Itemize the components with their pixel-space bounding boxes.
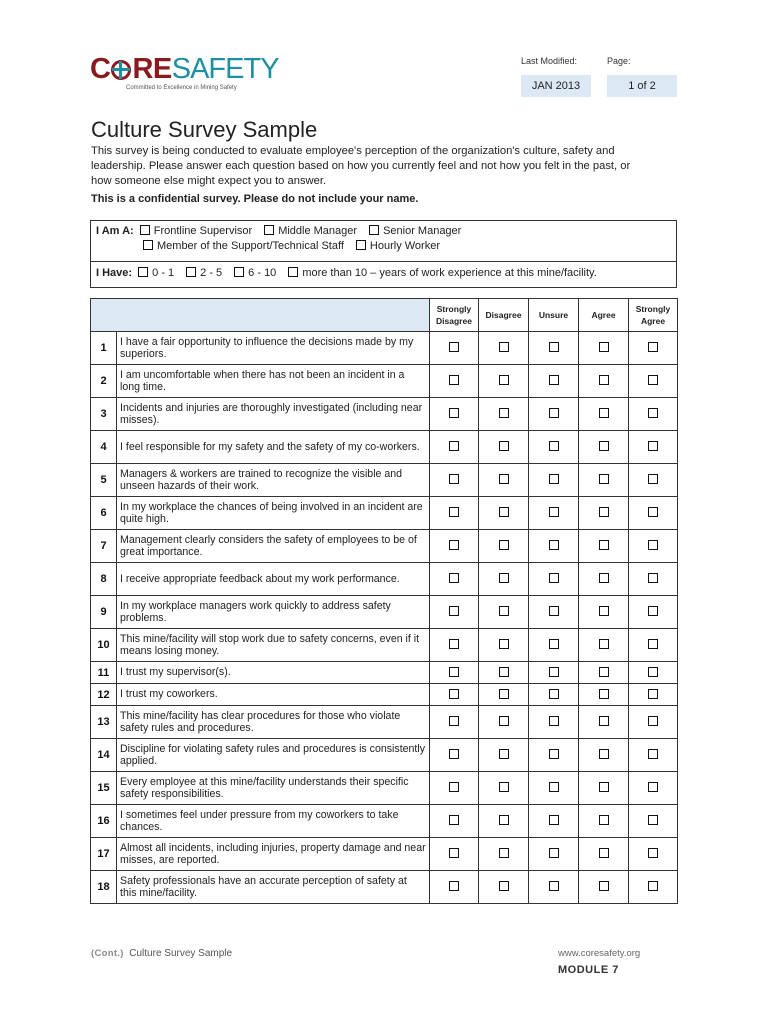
answer-checkbox[interactable]	[599, 782, 609, 792]
col-strongly-disagree: Strongly Disagree	[430, 299, 479, 332]
question-number: 1	[91, 332, 117, 365]
answer-checkbox[interactable]	[549, 667, 559, 677]
answer-cell	[629, 838, 678, 871]
answer-cell	[529, 772, 579, 805]
answer-cell	[529, 871, 579, 904]
answer-checkbox[interactable]	[648, 815, 658, 825]
answer-checkbox[interactable]	[449, 881, 459, 891]
answer-checkbox[interactable]	[549, 639, 559, 649]
answer-checkbox[interactable]	[648, 782, 658, 792]
answer-checkbox[interactable]	[499, 474, 509, 484]
answer-cell	[430, 398, 479, 431]
answer-checkbox[interactable]	[599, 540, 609, 550]
answer-checkbox[interactable]	[549, 375, 559, 385]
table-row	[91, 805, 678, 838]
experience-label: I Have:	[96, 267, 133, 279]
question-number: 6	[91, 497, 117, 530]
role-row-2	[143, 240, 452, 252]
answer-cell	[579, 332, 629, 365]
answer-checkbox[interactable]	[648, 749, 658, 759]
answer-cell	[479, 838, 529, 871]
table-row	[91, 838, 678, 871]
footer-cont: (Cont.)	[91, 948, 124, 959]
coresafety-logo	[90, 53, 279, 98]
question-text: Management clearly considers the safety of employees to be of great importance.	[117, 530, 430, 563]
question-number: 17	[91, 838, 117, 871]
footer-doc-title-wrap	[91, 948, 232, 959]
answer-checkbox[interactable]	[648, 667, 658, 677]
question-text: Almost all incidents, including injuries, property damage and near misses, are reported.	[117, 838, 430, 871]
footer-doc-title: Culture Survey Sample	[129, 948, 233, 959]
role-option-middle-manager[interactable]: Middle Manager	[264, 225, 357, 237]
checkbox[interactable]	[140, 225, 150, 235]
checkbox[interactable]	[143, 240, 153, 250]
answer-cell	[479, 596, 529, 629]
answer-cell	[629, 662, 678, 684]
question-text: In my workplace the chances of being involved in an incident are quite high.	[117, 497, 430, 530]
answer-checkbox[interactable]	[449, 815, 459, 825]
answer-cell	[479, 629, 529, 662]
answer-cell	[529, 838, 579, 871]
answer-checkbox[interactable]	[499, 848, 509, 858]
question-text: Safety professionals have an accurate perception of safety at this mine/facility.	[117, 871, 430, 904]
answer-checkbox[interactable]	[599, 689, 609, 699]
answer-cell	[430, 431, 479, 464]
answer-cell	[579, 596, 629, 629]
answer-cell	[629, 530, 678, 563]
answer-checkbox[interactable]	[499, 342, 509, 352]
answer-cell	[579, 497, 629, 530]
answer-checkbox[interactable]	[549, 474, 559, 484]
table-row	[91, 398, 678, 431]
answer-cell	[430, 706, 479, 739]
answer-cell	[479, 332, 529, 365]
answer-checkbox[interactable]	[449, 375, 459, 385]
answer-checkbox[interactable]	[648, 375, 658, 385]
page-title: Culture Survey Sample	[91, 117, 318, 142]
answer-checkbox[interactable]	[499, 606, 509, 616]
answer-cell	[430, 563, 479, 596]
answer-checkbox[interactable]	[499, 782, 509, 792]
answer-cell	[529, 530, 579, 563]
answer-cell	[430, 684, 479, 706]
answer-checkbox[interactable]	[549, 540, 559, 550]
table-row	[91, 706, 678, 739]
question-text: I feel responsible for my safety and the safety of my co-workers.	[117, 431, 430, 464]
answer-cell	[430, 530, 479, 563]
question-number: 13	[91, 706, 117, 739]
table-row	[91, 530, 678, 563]
logo-core-re: RE	[132, 53, 172, 85]
answer-checkbox[interactable]	[648, 441, 658, 451]
answer-cell	[579, 805, 629, 838]
answer-cell	[579, 662, 629, 684]
table-row	[91, 662, 678, 684]
question-number: 9	[91, 596, 117, 629]
answer-cell	[579, 739, 629, 772]
answer-checkbox[interactable]	[449, 408, 459, 418]
checkbox[interactable]	[264, 225, 274, 235]
col-disagree: Disagree	[479, 299, 529, 332]
checkbox[interactable]	[234, 267, 244, 277]
answer-checkbox[interactable]	[599, 474, 609, 484]
question-text: Every employee at this mine/facility understands their specific safety responsibilities.	[117, 772, 430, 805]
table-row	[91, 464, 678, 497]
question-text: This mine/facility has clear procedures for those who violate safety rules and procedures.	[117, 706, 430, 739]
table-row	[91, 739, 678, 772]
answer-cell	[430, 805, 479, 838]
answer-cell	[579, 365, 629, 398]
logo-cross-icon	[111, 60, 131, 80]
answer-cell	[479, 530, 529, 563]
header-blank	[91, 299, 430, 332]
intro-text: This survey is being conducted to evaluate employee's perception of the organization's culture, safety and leadership. Please answer each question based on how you currently feel and not how you felt in the past, or how someone else might expect you to answer.	[91, 145, 631, 187]
experience-option-10-plus[interactable]: more than 10 – years of work experience at this mine/facility.	[288, 267, 597, 279]
answer-cell	[579, 871, 629, 904]
role-row	[96, 225, 473, 237]
footer-url[interactable]: www.coresafety.org	[558, 948, 641, 959]
answer-cell	[529, 497, 579, 530]
answer-checkbox[interactable]	[449, 342, 459, 352]
question-number: 3	[91, 398, 117, 431]
answer-cell	[629, 497, 678, 530]
answer-checkbox[interactable]	[499, 749, 509, 759]
question-text: I sometimes feel under pressure from my coworkers to take chances.	[117, 805, 430, 838]
answer-cell	[629, 805, 678, 838]
answer-checkbox[interactable]	[449, 540, 459, 550]
answer-checkbox[interactable]	[449, 573, 459, 583]
table-row	[91, 365, 678, 398]
answer-checkbox[interactable]	[549, 507, 559, 517]
answer-checkbox[interactable]	[648, 881, 658, 891]
col-unsure: Unsure	[529, 299, 579, 332]
answer-cell	[629, 739, 678, 772]
checkbox[interactable]	[356, 240, 366, 250]
answer-checkbox[interactable]	[449, 667, 459, 677]
experience-option-2-5[interactable]: 2 - 5	[186, 267, 222, 279]
answer-cell	[529, 563, 579, 596]
question-text: This mine/facility will stop work due to safety concerns, even if it means losing money.	[117, 629, 430, 662]
answer-checkbox[interactable]	[648, 573, 658, 583]
answer-cell	[629, 871, 678, 904]
answer-checkbox[interactable]	[499, 375, 509, 385]
answer-cell	[479, 662, 529, 684]
role-option-senior-manager[interactable]: Senior Manager	[369, 225, 461, 237]
answer-checkbox[interactable]	[499, 408, 509, 418]
question-text: Discipline for violating safety rules and procedures is consistently applied.	[117, 739, 430, 772]
answer-checkbox[interactable]	[599, 639, 609, 649]
question-number: 18	[91, 871, 117, 904]
col-strongly-agree: Strongly Agree	[629, 299, 678, 332]
table-row	[91, 871, 678, 904]
answer-cell	[430, 365, 479, 398]
question-number: 15	[91, 772, 117, 805]
answer-checkbox[interactable]	[449, 606, 459, 616]
answer-cell	[579, 629, 629, 662]
answer-cell	[479, 431, 529, 464]
answer-cell	[629, 464, 678, 497]
answer-cell	[529, 365, 579, 398]
answer-cell	[629, 332, 678, 365]
answer-cell	[479, 772, 529, 805]
table-row	[91, 332, 678, 365]
answer-cell	[430, 464, 479, 497]
answer-checkbox[interactable]	[499, 716, 509, 726]
question-text: I am uncomfortable when there has not been an incident in a long time.	[117, 365, 430, 398]
page-value: 1 of 2	[607, 75, 677, 97]
answer-checkbox[interactable]	[648, 606, 658, 616]
answer-checkbox[interactable]	[549, 815, 559, 825]
role-option-frontline[interactable]: Frontline Supervisor	[140, 225, 252, 237]
answer-checkbox[interactable]	[599, 667, 609, 677]
answer-cell	[430, 497, 479, 530]
experience-row	[96, 267, 609, 279]
answer-cell	[579, 772, 629, 805]
question-number: 2	[91, 365, 117, 398]
last-modified-value: JAN 2013	[521, 75, 591, 97]
answer-cell	[629, 563, 678, 596]
logo-core-c: C	[90, 53, 111, 85]
answer-checkbox[interactable]	[499, 881, 509, 891]
answer-checkbox[interactable]	[499, 639, 509, 649]
table-header-row	[91, 299, 678, 332]
experience-option-0-1[interactable]: 0 - 1	[138, 267, 174, 279]
answer-cell	[430, 662, 479, 684]
survey-body	[91, 332, 678, 904]
question-text: Managers & workers are trained to recognize the visible and unseen hazards of their work.	[117, 464, 430, 497]
answer-cell	[579, 838, 629, 871]
answer-checkbox[interactable]	[648, 540, 658, 550]
question-text: I trust my supervisor(s).	[117, 662, 430, 684]
answer-cell	[579, 706, 629, 739]
answer-checkbox[interactable]	[449, 474, 459, 484]
answer-cell	[529, 431, 579, 464]
answer-checkbox[interactable]	[449, 782, 459, 792]
answer-cell	[529, 398, 579, 431]
question-text: I trust my coworkers.	[117, 684, 430, 706]
answer-cell	[529, 805, 579, 838]
answer-checkbox[interactable]	[599, 441, 609, 451]
answer-cell	[430, 596, 479, 629]
answer-checkbox[interactable]	[599, 881, 609, 891]
answer-cell	[529, 662, 579, 684]
answer-cell	[579, 464, 629, 497]
answer-checkbox[interactable]	[549, 573, 559, 583]
answer-cell	[629, 706, 678, 739]
answer-cell	[479, 464, 529, 497]
survey-table	[90, 298, 678, 904]
answer-cell	[579, 563, 629, 596]
answer-checkbox[interactable]	[599, 342, 609, 352]
answer-cell	[629, 596, 678, 629]
answer-checkbox[interactable]	[648, 342, 658, 352]
answer-checkbox[interactable]	[449, 749, 459, 759]
answer-cell	[579, 398, 629, 431]
answer-checkbox[interactable]	[499, 667, 509, 677]
answer-cell	[629, 629, 678, 662]
question-number: 4	[91, 431, 117, 464]
question-number: 8	[91, 563, 117, 596]
answer-cell	[479, 684, 529, 706]
confidential-note: This is a confidential survey. Please do not include your name.	[91, 193, 419, 205]
answer-checkbox[interactable]	[599, 749, 609, 759]
answer-checkbox[interactable]	[599, 573, 609, 583]
answer-checkbox[interactable]	[599, 815, 609, 825]
answer-checkbox[interactable]	[499, 441, 509, 451]
answer-checkbox[interactable]	[499, 540, 509, 550]
experience-option-6-10[interactable]: 6 - 10	[234, 267, 276, 279]
table-row	[91, 629, 678, 662]
role-label: I Am A:	[96, 225, 134, 237]
answer-cell	[479, 739, 529, 772]
answer-checkbox[interactable]	[648, 848, 658, 858]
answer-cell	[479, 497, 529, 530]
answer-checkbox[interactable]	[449, 639, 459, 649]
answer-checkbox[interactable]	[599, 375, 609, 385]
answer-checkbox[interactable]	[549, 606, 559, 616]
logo-safety: SAFETY	[171, 53, 279, 85]
question-text: I receive appropriate feedback about my work performance.	[117, 563, 430, 596]
answer-checkbox[interactable]	[599, 606, 609, 616]
answer-checkbox[interactable]	[599, 408, 609, 418]
table-row	[91, 497, 678, 530]
answer-checkbox[interactable]	[499, 689, 509, 699]
answer-cell	[479, 365, 529, 398]
table-row	[91, 431, 678, 464]
question-number: 16	[91, 805, 117, 838]
answer-checkbox[interactable]	[549, 716, 559, 726]
answer-cell	[579, 684, 629, 706]
role-option-hourly-worker[interactable]: Hourly Worker	[356, 240, 440, 252]
answer-cell	[529, 464, 579, 497]
answer-cell	[430, 772, 479, 805]
answer-checkbox[interactable]	[648, 639, 658, 649]
question-text: In my workplace managers work quickly to address safety problems.	[117, 596, 430, 629]
answer-checkbox[interactable]	[549, 848, 559, 858]
answer-checkbox[interactable]	[499, 815, 509, 825]
last-modified-label: Last Modified:	[521, 56, 578, 66]
table-row	[91, 772, 678, 805]
answer-checkbox[interactable]	[549, 782, 559, 792]
answer-cell	[629, 684, 678, 706]
answer-cell	[430, 332, 479, 365]
answer-cell	[579, 530, 629, 563]
answer-checkbox[interactable]	[648, 474, 658, 484]
logo-tagline: Committed to Excellence in Mining Safety	[126, 85, 237, 91]
answer-checkbox[interactable]	[648, 689, 658, 699]
answer-checkbox[interactable]	[599, 507, 609, 517]
question-number: 12	[91, 684, 117, 706]
answer-checkbox[interactable]	[599, 848, 609, 858]
answer-cell	[529, 596, 579, 629]
checkbox[interactable]	[288, 267, 298, 277]
answer-cell	[479, 398, 529, 431]
answer-cell	[479, 871, 529, 904]
answer-checkbox[interactable]	[648, 408, 658, 418]
question-text: Incidents and injuries are thoroughly investigated (including near misses).	[117, 398, 430, 431]
answer-cell	[479, 706, 529, 739]
answer-cell	[529, 706, 579, 739]
answer-cell	[430, 739, 479, 772]
divider	[91, 261, 676, 262]
col-agree: Agree	[579, 299, 629, 332]
answer-checkbox[interactable]	[499, 507, 509, 517]
answer-checkbox[interactable]	[549, 408, 559, 418]
answer-checkbox[interactable]	[549, 689, 559, 699]
answer-checkbox[interactable]	[449, 716, 459, 726]
table-row	[91, 563, 678, 596]
answer-cell	[529, 684, 579, 706]
answer-cell	[529, 332, 579, 365]
answer-checkbox[interactable]	[549, 342, 559, 352]
page-label: Page:	[607, 56, 631, 66]
answer-cell	[479, 805, 529, 838]
answer-checkbox[interactable]	[549, 749, 559, 759]
question-number: 14	[91, 739, 117, 772]
answer-cell	[529, 739, 579, 772]
answer-checkbox[interactable]	[549, 441, 559, 451]
answer-checkbox[interactable]	[449, 441, 459, 451]
answer-checkbox[interactable]	[599, 716, 609, 726]
answer-checkbox[interactable]	[648, 716, 658, 726]
answer-cell	[629, 772, 678, 805]
footer-module: MODULE 7	[558, 964, 619, 976]
checkbox[interactable]	[186, 267, 196, 277]
question-text: I have a fair opportunity to influence the decisions made by my superiors.	[117, 332, 430, 365]
answer-checkbox[interactable]	[449, 848, 459, 858]
answer-cell	[479, 563, 529, 596]
table-row	[91, 684, 678, 706]
answer-cell	[629, 398, 678, 431]
answer-checkbox[interactable]	[449, 689, 459, 699]
answer-cell	[579, 431, 629, 464]
answer-cell	[430, 838, 479, 871]
answer-cell	[529, 629, 579, 662]
answer-cell	[629, 365, 678, 398]
table-row	[91, 596, 678, 629]
answer-cell	[430, 629, 479, 662]
question-number: 10	[91, 629, 117, 662]
answer-cell	[430, 871, 479, 904]
question-number: 7	[91, 530, 117, 563]
checkbox[interactable]	[138, 267, 148, 277]
answer-cell	[629, 431, 678, 464]
question-number: 5	[91, 464, 117, 497]
answer-checkbox[interactable]	[648, 507, 658, 517]
respondent-info-box	[90, 220, 677, 288]
question-number: 11	[91, 662, 117, 684]
role-option-support-staff[interactable]: Member of the Support/Technical Staff	[143, 240, 344, 252]
answer-checkbox[interactable]	[549, 881, 559, 891]
answer-checkbox[interactable]	[499, 573, 509, 583]
checkbox[interactable]	[369, 225, 379, 235]
answer-checkbox[interactable]	[449, 507, 459, 517]
